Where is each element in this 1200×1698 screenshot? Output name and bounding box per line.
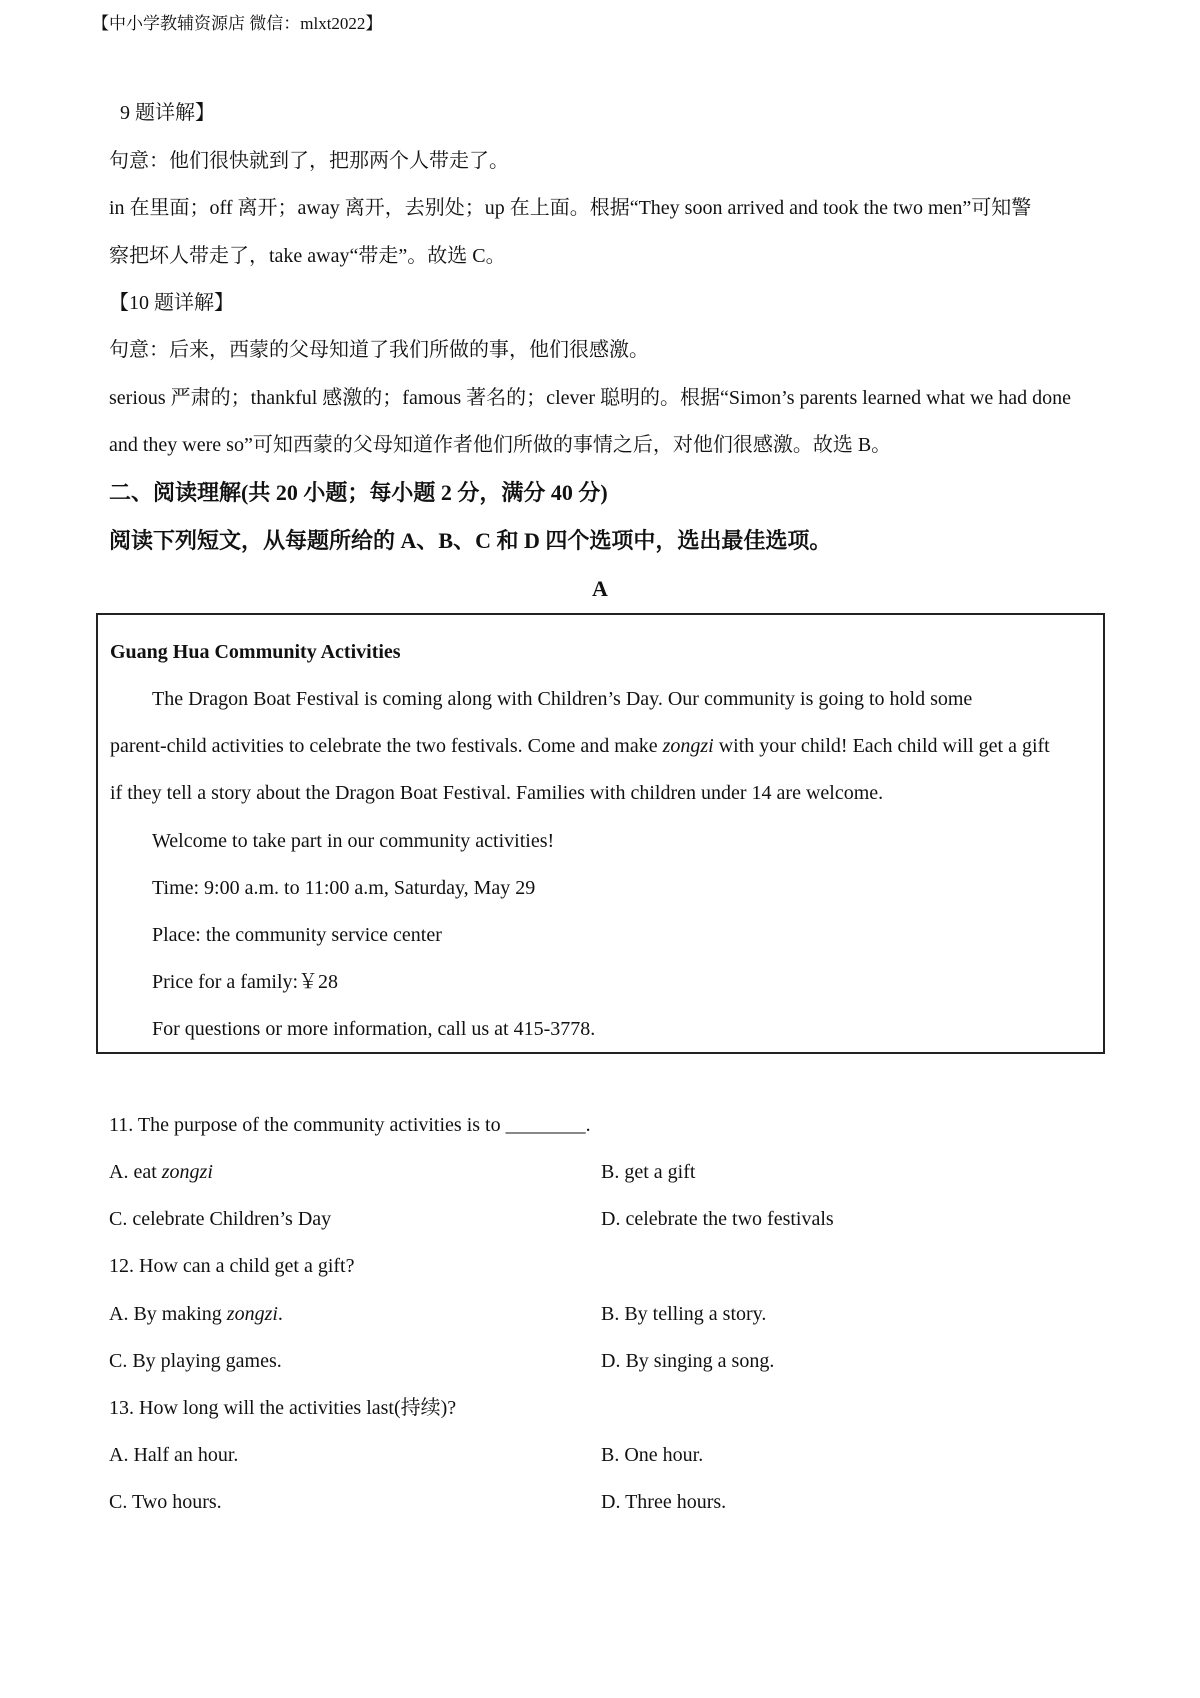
question-13-option-b: B. One hour.	[601, 1444, 704, 1466]
option-italic-text: zongzi	[161, 1161, 213, 1183]
notice-time: Time: 9:00 a.m. to 11:00 a.m, Saturday, May 29	[152, 877, 536, 899]
q9-analysis-line2: 察把坏人带走了，take away“带走”。故选 C。	[109, 245, 506, 267]
question-13-stem: 13. How long will the activities last(持续)?	[109, 1397, 457, 1419]
question-13-option-c: C. Two hours.	[109, 1491, 222, 1513]
notice-title: Guang Hua Community Activities	[110, 641, 401, 663]
question-12-option-c: C. By playing games.	[109, 1350, 282, 1372]
q10-analysis-line1: serious 严肃的；thankful 感激的；famous 著名的；clever 聪明的。根据“Simon’s parents learned what we had done	[109, 387, 1072, 409]
passage-label: A	[592, 576, 608, 601]
q9-sentence: 句意：他们很快就到了，把那两个人带走了。	[109, 150, 509, 172]
notice-line2-text-b: with your child! Each child will get a gift	[713, 735, 1050, 757]
question-11-option-a	[109, 1149, 213, 1196]
page-header-watermark: 【中小学教辅资源店 微信：mlxt2022】	[92, 14, 383, 33]
notice-place: Place: the community service center	[152, 924, 442, 946]
question-11-option-d: D. celebrate the two festivals	[601, 1208, 834, 1230]
question-13-option-a: A. Half an hour.	[109, 1444, 239, 1466]
question-13-option-d: D. Three hours.	[601, 1491, 727, 1513]
notice-paragraph-line1: The Dragon Boat Festival is coming along with Children’s Day. Our community is going to hold some	[152, 688, 973, 710]
option-text: A. eat	[109, 1161, 162, 1183]
notice-paragraph-line3: if they tell a story about the Dragon Boat Festival. Families with children under 14 are welcome.	[110, 782, 884, 804]
question-11-option-b: B. get a gift	[601, 1161, 696, 1183]
notice-line2-italic: zongzi	[662, 735, 714, 757]
q10-heading: 【10 题详解】	[109, 292, 234, 314]
notice-welcome: Welcome to take part in our community activities!	[152, 830, 555, 852]
option-italic-text: zongzi	[226, 1303, 278, 1325]
notice-line2-text-a: parent-child activities to celebrate the two festivals. Come and make	[110, 735, 663, 757]
section-instruction: 阅读下列短文，从每题所给的 A、B、C 和 D 四个选项中，选出最佳选项。	[109, 528, 832, 553]
question-12-option-d: D. By singing a song.	[601, 1350, 775, 1372]
question-12-option-b: B. By telling a story.	[601, 1303, 767, 1325]
section-title: 二、阅读理解(共 20 小题；每小题 2 分，满分 40 分)	[109, 480, 608, 505]
q10-analysis-line2: and they were so”可知西蒙的父母知道作者他们所做的事情之后，对他们很感激。故选 B。	[109, 434, 892, 456]
question-12-option-a	[109, 1291, 283, 1338]
notice-box	[96, 613, 1105, 1054]
question-11-option-c: C. celebrate Children’s Day	[109, 1208, 332, 1230]
q9-heading: 9 题详解】	[120, 102, 215, 124]
option-text-tail: .	[277, 1303, 283, 1325]
option-text: A. By making	[109, 1303, 227, 1325]
question-12-stem: 12. How can a child get a gift?	[109, 1255, 355, 1277]
notice-contact: For questions or more information, call us at 415-3778.	[152, 1018, 596, 1040]
q9-analysis-line1: in 在里面；off 离开；away 离开，去别处；up 在上面。根据“They soon arrived and took the two men”可知警	[109, 197, 1032, 219]
question-11-stem: 11. The purpose of the community activities is to ________.	[109, 1114, 591, 1136]
notice-price: Price for a family:￥28	[152, 971, 339, 993]
notice-paragraph-line2	[110, 723, 1050, 770]
q10-sentence: 句意：后来，西蒙的父母知道了我们所做的事，他们很感激。	[109, 339, 649, 361]
